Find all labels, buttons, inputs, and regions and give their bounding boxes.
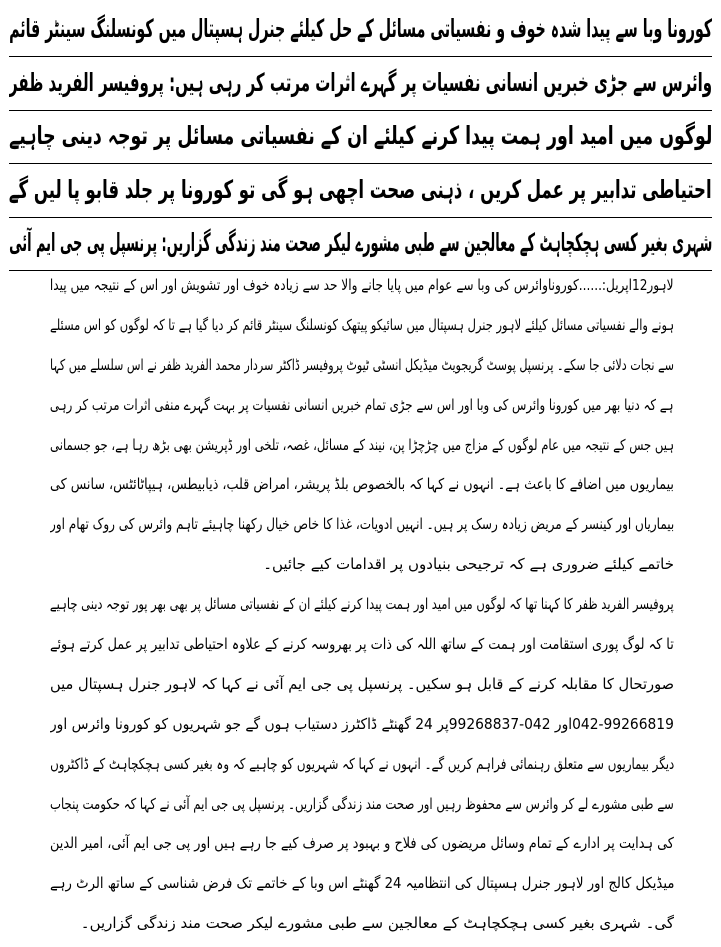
headline-text: احتیاطی تدابیر پر عمل کریں ، ذہنی صحت اچھی ہو گی تو کورونا پر جلد قابو پا لیں گے [9, 174, 712, 204]
article-line [50, 505, 674, 545]
article-line-text: ہونے والے نفسیاتی مسائل کیلئے لاہور جنرل ہسپتال میں سائیکو پیتھک کونسلنگ سینٹر قائم کر دیا گیا ہے تا کہ لوگوں کو اس مسئلے [50, 315, 674, 334]
article-line [50, 426, 674, 466]
headline-line [9, 113, 712, 164]
article-line-text: خاتمے کیلئے ضروری ہے کہ ترجیحی بنیادوں پر اقدامات کیے جائیں۔ [263, 555, 674, 574]
article-line-text: سے طبی مشورے لے کر وائرس سے محفوظ رہیں اور صحت مند زندگی گزاریں۔ پرنسپل پی جی ایم آئی نے کہا کہ حکومت پنجاب [50, 794, 674, 813]
article-line [50, 745, 674, 785]
article-line [50, 824, 674, 864]
article-line-text: ہے کہ دنیا بھر میں کورونا وائرس کی وبا اور اس سے جڑی تمام خبریں انسانی نفسیات پر بہت گہرے منفی اثرات مرتب کر رہی [50, 395, 674, 414]
article-line [50, 705, 674, 745]
article-line-text: تا کہ لوگ پوری استقامت اور ہمت کے ساتھ اللہ کی ذات پر بھروسہ کرنے کے علاوہ احتیاطی تدابیر پر عمل کرتے ہوئے [50, 635, 674, 654]
article-line [50, 665, 674, 705]
article-line [50, 465, 674, 505]
article-line-text: ہیں جس کے نتیجہ میں عام لوگوں کے مزاج میں چڑچڑا پن، نیند کے مسائل، غصہ، تلخی اور ڈپریشن بھی بڑھ رہا ہے، جو جسمانی [50, 435, 674, 454]
headline-text: وائرس سے جڑی خبریں انسانی نفسیات پر گہرے اثرات مرتب کر رہی ہیں: پروفیسر الفرید ظفر [9, 67, 712, 97]
article-line [50, 545, 674, 585]
headline-block [9, 6, 712, 274]
article-line [50, 346, 674, 386]
article-line-text: دیگر بیماریوں سے متعلق رہنمائی فراہم کریں گے۔ انہوں نے کہا کہ شہریوں کو چاہیے کہ وہ بغیر کسی ہچکچاہٹ کے ڈاکٹروں [50, 754, 674, 773]
headline-text: لوگوں میں امید اور ہمت پیدا کرنے کیلئے ان کے نفسیاتی مسائل پر توجہ دینی چاہیے [9, 121, 712, 150]
article-line-text: صورتحال کا مقابلہ کرنے کے قابل ہو سکیں۔ پرنسپل پی جی ایم آئی نے کہا کہ لاہور جنرل ہسپتال میں [50, 674, 674, 693]
article-line [50, 785, 674, 825]
article-line [50, 625, 674, 665]
article-line-text: گی۔ شہری بغیر کسی ہچکچاہٹ کے معالجین سے طبی مشورے لیکر صحت مند زندگی گزاریں۔ [80, 914, 674, 933]
article-line-text: پروفیسر الفرید ظفر کا کہنا تھا کہ لوگوں میں امید اور ہمت پیدا کرنے کیلئے ان کے نفسیاتی مسائل پر بھی بھر پور توجہ دینی چاہیے [50, 595, 674, 614]
article-line [50, 585, 674, 625]
article-line-text: لاہور12اپریل:......کوروناوائرس کی وبا سے عوام میں پایا جانے والا حد سے زیادہ خوف اور تشویش اور اس کے نتیجہ میں پیدا [50, 276, 674, 294]
article-line-text: بیماریوں میں اضافے کا باعث ہے۔ انہوں نے کہا کہ بالخصوص بلڈ پریشر، امراض قلب، ذیابیطس، ہیپاٹائٹس، سانس کی [50, 475, 674, 494]
headline-text: کورونا وبا سے پیدا شدہ خوف و نفسیاتی مسائل کے حل کیلئے جنرل ہسپتال میں کونسلنگ سینٹر قائم [9, 14, 712, 43]
article-line [50, 266, 674, 306]
headline-line [9, 6, 712, 57]
headline-line [9, 220, 712, 271]
headline-line [9, 60, 712, 111]
headline-line [9, 167, 712, 218]
article-line [50, 306, 674, 346]
headline-text: شہری بغیر کسی ہچکچاہٹ کے معالجین سے طبی مشورے لیکر صحت مند زندگی گزاریں: پرنسپل پی جی ایم آئی [9, 228, 712, 257]
article-line-text: کی ہدایت پر ادارے کے تمام وسائل مریضوں کی فلاح و بہبود پر صرف کیے جا رہے ہیں اور پی جی ایم آئی، امیر الدین [50, 834, 674, 853]
article-line-text: بیماریاں اور کینسر کے مریض زیادہ رسک پر ہیں۔ انہیں ادویات، غذا کا خاص خیال رکھنا چاہیئے تاہم وائرس کی روک تھام اور [50, 515, 674, 534]
article-line-text: میڈیکل کالج اور لاہور جنرل ہسپتال کی انتظامیہ 24 گھنٹے اس وبا کے خاتمے تک فرض شناسی کے ساتھ الرٹ رہے [50, 874, 674, 893]
article-line-text: 042-99266819اور 042-99268837پر 24 گھنٹے ڈاکٹرز دستیاب ہوں گے جو شہریوں کو کورونا وائرس اور [50, 714, 674, 733]
article-line-text: سے نجات دلائی جا سکے۔ پرنسپل پوسٹ گریجویٹ میڈیکل انسٹی ٹیوٹ پروفیسر ڈاکٹر سردار محمد الفرید ظفر نے اس سلسلے میں کہا [50, 355, 674, 374]
article-line [50, 386, 674, 426]
article-line [50, 904, 674, 944]
article-body [50, 266, 674, 944]
article-line [50, 864, 674, 904]
